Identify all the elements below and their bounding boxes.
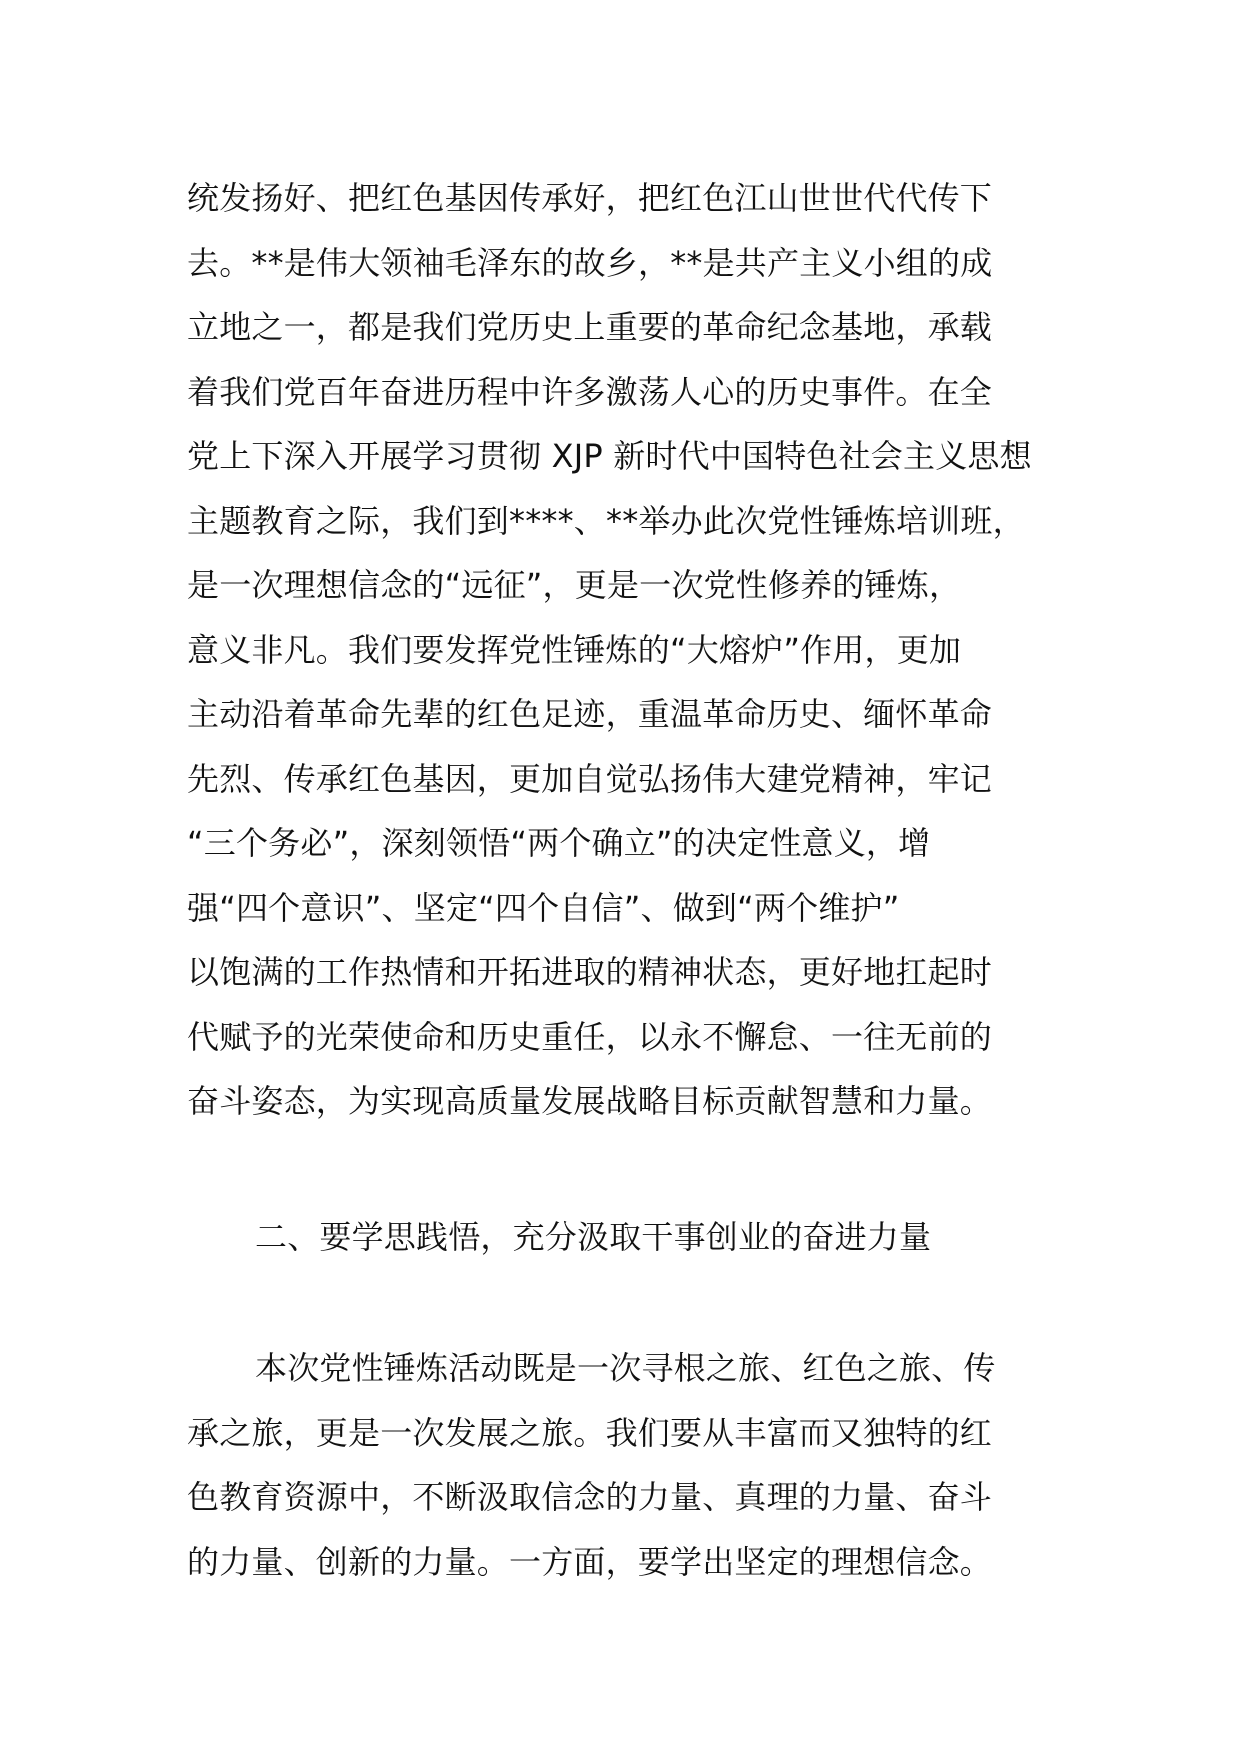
text-line: “三个务必”，深刻领悟“两个确立”的决定性意义，增 [187, 824, 931, 862]
text-line: 奋斗姿态，为实现高质量发展战略目标贡献智慧和力量。 [187, 1082, 993, 1120]
document-body [187, 166, 1067, 1594]
text-line: 以饱满的工作热情和开拓进取的精神状态，更好地扛起时 [187, 953, 993, 991]
section-heading: 二、要学思践悟，充分汲取干事创业的奋进力量 [255, 1217, 932, 1256]
text-line: 主题教育之际，我们到****、**举办此次党性锤炼培训班， [187, 501, 1025, 540]
text-line: 着我们党百年奋进历程中许多激荡人心的历史事件。在全 [187, 372, 993, 411]
paragraph-continued [187, 166, 1067, 1134]
text-line: 的力量、创新的力量。一方面，要学出坚定的理想信念。 [187, 1542, 993, 1581]
text-line: 意义非凡。我们要发挥党性锤炼的“大熔炉”作用，更加 [187, 630, 962, 669]
paragraph-gap [187, 1134, 1067, 1205]
text-line: 主动沿着革命先辈的红色足迹，重温革命历史、缅怀革命 [187, 695, 993, 733]
text-line: 代赋予的光荣使命和历史重任，以永不懈怠、一往无前的 [187, 1017, 993, 1056]
paragraph [187, 1336, 1067, 1594]
text-line: 先烈、传承红色基因，更加自觉弘扬伟大建党精神，牢记 [187, 759, 993, 798]
text-line: 色教育资源中，不断汲取信念的力量、真理的力量、奋斗 [187, 1478, 993, 1516]
text-line: 是一次理想信念的“远征”，更是一次党性修养的锤炼， [187, 566, 962, 604]
text-line: 党上下深入开展学习贯彻 XJP 新时代中国特色社会主义思想 [187, 437, 1032, 475]
text-line: 承之旅，更是一次发展之旅。我们要从丰富而又独特的红 [187, 1413, 993, 1452]
text-line: 去。**是伟大领袖毛泽东的故乡，**是共产主义小组的成 [187, 243, 993, 282]
text-line: 本次党性锤炼活动既是一次寻根之旅、红色之旅、传 [255, 1349, 996, 1387]
paragraph-gap [187, 1269, 1067, 1336]
text-line: 统发扬好、把红色基因传承好，把红色江山世世代代传下 [187, 179, 993, 217]
text-line: 强“四个意识”、坚定“四个自信”、做到“两个维护” [187, 888, 900, 927]
text-line: 立地之一，都是我们党历史上重要的革命纪念基地，承载 [187, 308, 993, 346]
